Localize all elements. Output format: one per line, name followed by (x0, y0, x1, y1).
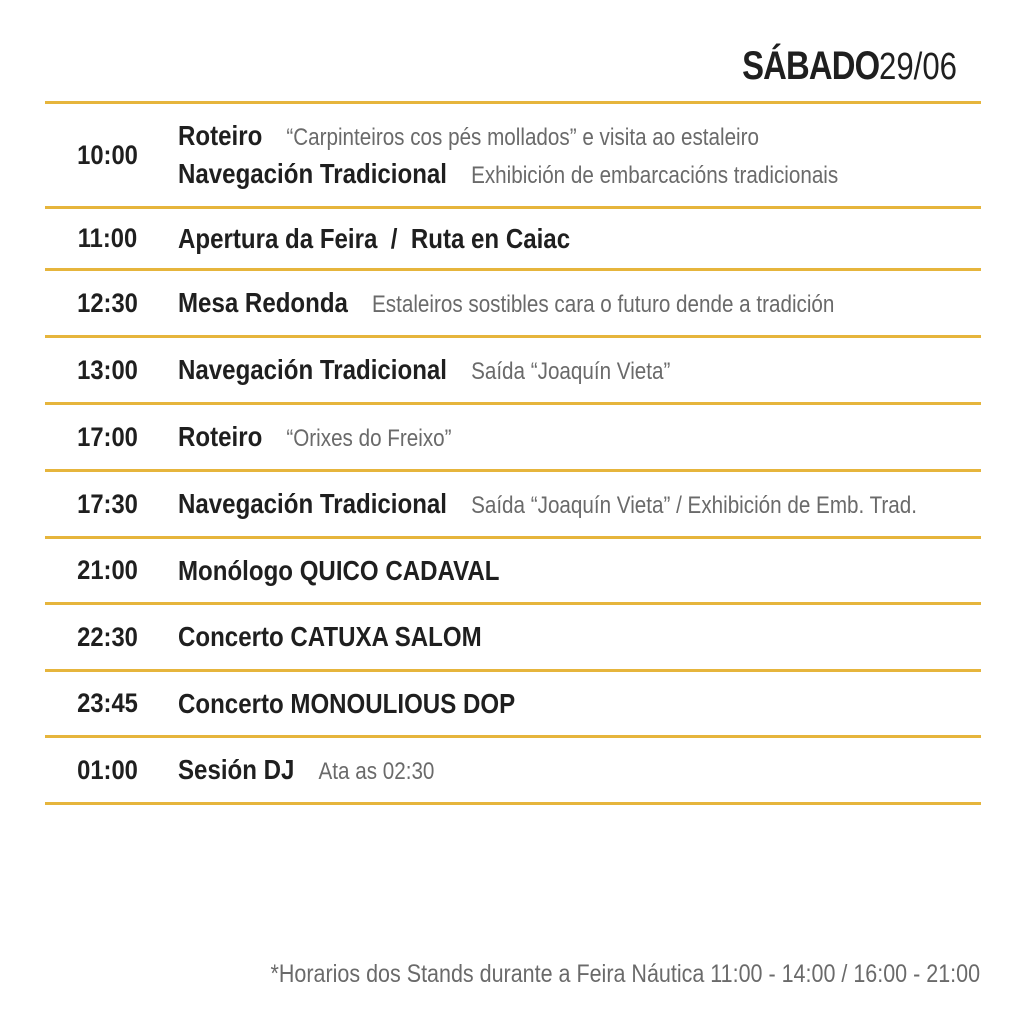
event-line (178, 488, 918, 520)
event-title: Monólogo QUICO CADAVAL (178, 554, 500, 586)
event-line (178, 621, 869, 653)
schedule-row (45, 472, 981, 536)
event-line (178, 754, 869, 786)
event-description: Exhibición de embarcacións tradicionais (471, 162, 839, 189)
event-line (178, 421, 869, 453)
event-line (178, 287, 869, 319)
event-lines (178, 621, 981, 653)
page-header (712, 44, 974, 96)
schedule-row (45, 271, 981, 335)
event-description: Estaleiros sostibles cara o futuro dende a tradición (372, 291, 835, 318)
event-description: Saída “Joaquín Vieta” / Exhibición de Emb. Trad. (471, 492, 918, 519)
stands-hours-note: *Horarios dos Stands durante a Feira Náutica 11:00 - 14:00 / 16:00 - 21:00 (270, 960, 980, 988)
event-description: “Carpinteiros cos pés mollados” e visita ao estaleiro (286, 124, 759, 151)
event-title: Roteiro (178, 120, 263, 151)
schedule-row (45, 104, 981, 206)
event-lines (178, 421, 981, 453)
event-line (178, 688, 869, 720)
divider-rule (45, 802, 981, 805)
event-line (178, 158, 869, 190)
schedule-row (45, 539, 981, 602)
event-title: Concerto CATUXA SALOM (178, 621, 482, 652)
event-time: 23:45 (77, 688, 138, 718)
event-title: Mesa Redonda (178, 287, 348, 318)
schedule-row (45, 405, 981, 469)
event-line (178, 354, 869, 386)
event-title: Concerto MONOULIOUS DOP (178, 687, 516, 719)
schedule-row (45, 738, 981, 802)
day-title: SÁBADO (741, 44, 879, 88)
event-lines (178, 754, 981, 786)
schedule-row (45, 605, 981, 669)
schedule-row (45, 338, 981, 402)
event-time: 10:00 (77, 139, 138, 170)
event-description: “Orixes do Freixo” (286, 425, 452, 452)
event-time: 12:30 (77, 287, 138, 318)
event-title: Navegación Tradicional (178, 488, 447, 519)
schedule-table (45, 101, 981, 805)
event-lines (178, 688, 981, 720)
event-description: Saída “Joaquín Vieta” (471, 358, 671, 385)
schedule-row (45, 672, 981, 735)
event-description: Ata as 02:30 (318, 758, 435, 785)
event-time: 21:00 (77, 555, 138, 585)
event-time: 17:00 (77, 421, 138, 452)
event-time: 17:30 (77, 488, 138, 519)
event-line (178, 555, 869, 587)
event-lines (178, 488, 981, 520)
schedule-row (45, 209, 981, 268)
event-title: Roteiro (178, 421, 263, 452)
event-line (178, 120, 869, 152)
event-time: 22:30 (77, 621, 138, 652)
event-lines (178, 287, 981, 319)
event-title: Navegación Tradicional (178, 354, 447, 385)
event-title: Navegación Tradicional (178, 158, 447, 189)
event-time: 01:00 (77, 754, 138, 785)
event-time: 11:00 (77, 223, 138, 253)
event-time: 13:00 (77, 354, 138, 385)
event-title: Apertura da Feira / Ruta en Caiac (178, 222, 571, 254)
event-lines (178, 354, 981, 386)
event-line (178, 223, 869, 255)
event-title: Sesión DJ (178, 754, 295, 785)
date-title: 29/06 (878, 46, 957, 88)
event-lines (178, 555, 981, 587)
event-lines (178, 120, 981, 190)
event-lines (178, 223, 981, 255)
